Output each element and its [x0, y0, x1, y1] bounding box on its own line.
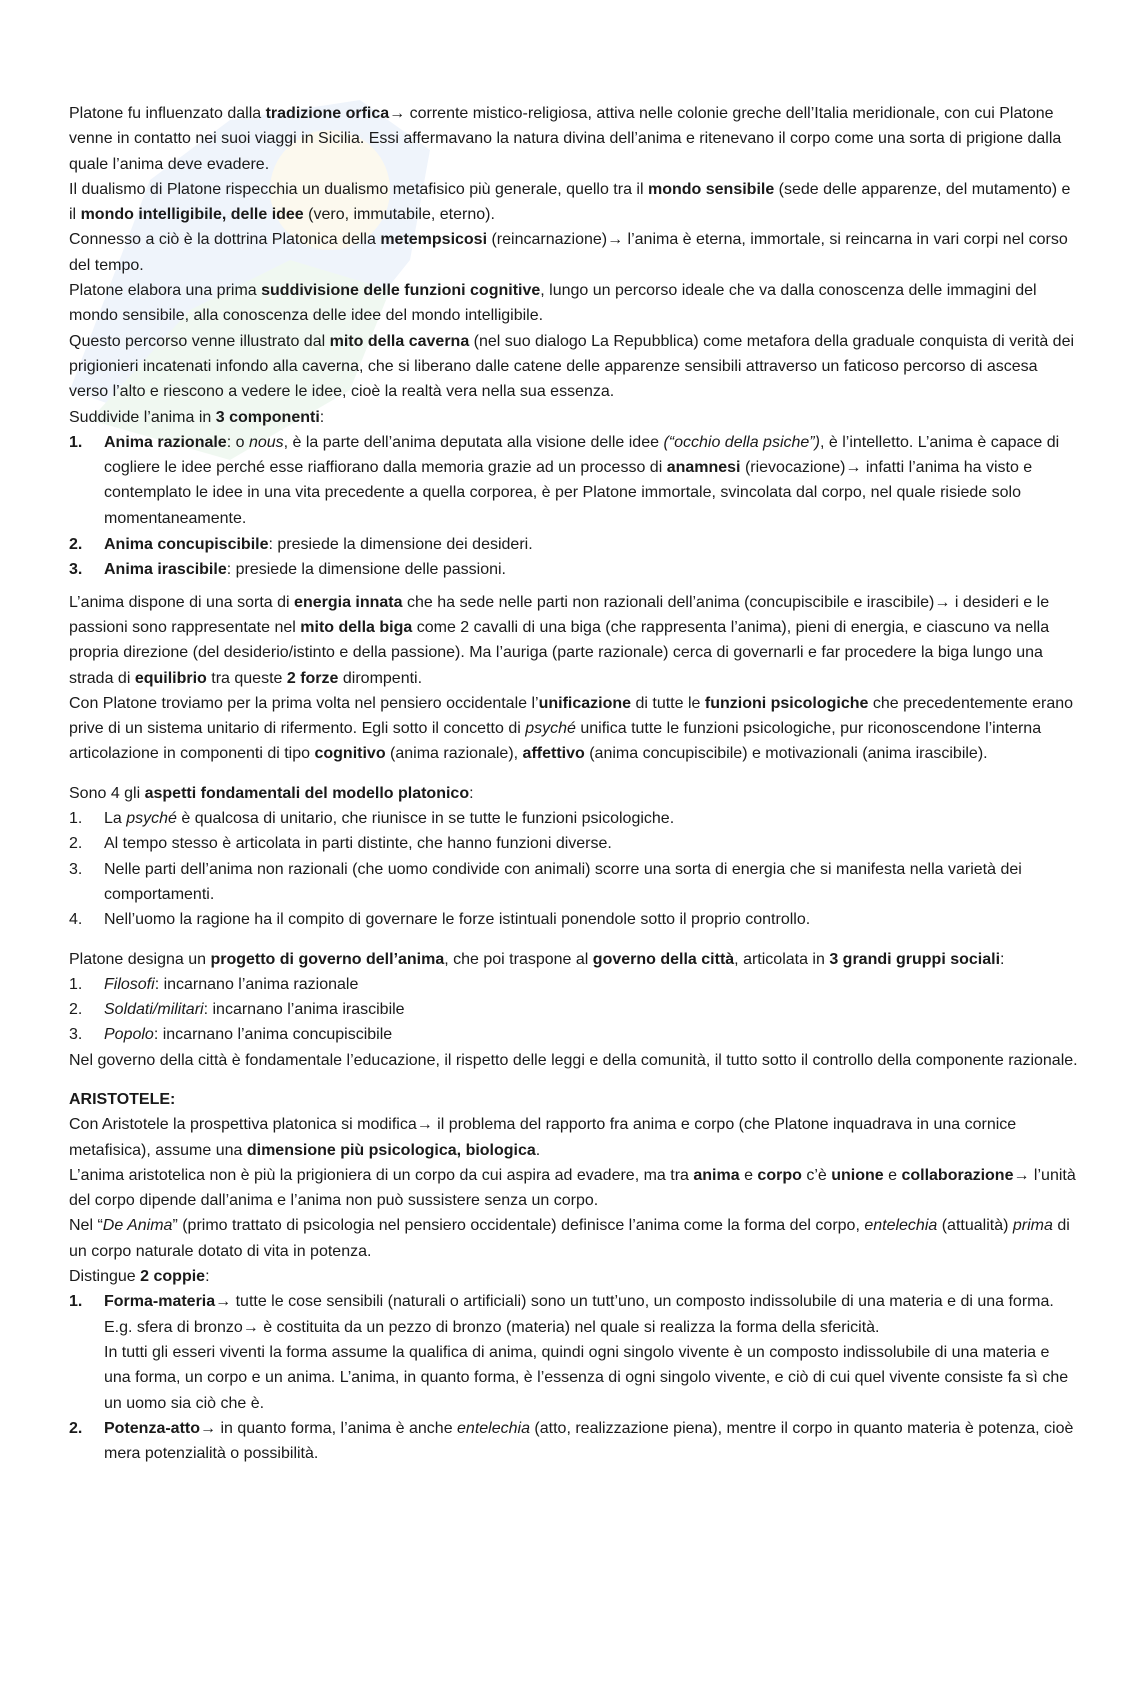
- list-item-text: [104, 1340, 1079, 1416]
- list-number: 1.: [69, 433, 83, 451]
- list-number: 2.: [69, 835, 83, 853]
- list-item: [69, 831, 1079, 856]
- text-run: (attualità): [937, 1217, 1013, 1235]
- text-run: → corrente mistico-religiosa, attiva nelle colonie greche dell’Italia meridionale, con cui Platone venne in contatto nei suoi viaggi in Sicilia. Essi affermavano la natura divina dell’anima e ritenevano il corpo come una sorta di prigione dalla quale l’anima deve evadere.: [69, 105, 1062, 173]
- text-run: E.g. sfera di bronzo→ è costituita da un pezzo di bronzo (materia) nel quale si realizza la forma della sfericità.: [104, 1318, 880, 1336]
- list-number: 3.: [69, 1026, 83, 1044]
- list-item: [69, 997, 1079, 1022]
- list-item-text: [104, 907, 1079, 932]
- text-run: , che poi traspone al: [444, 950, 593, 968]
- bold-text: governo della città: [592, 950, 735, 968]
- text-run: , è la parte dell’anima deputata alla visione delle idee: [283, 433, 664, 451]
- list-number: 1.: [69, 1293, 83, 1311]
- text-run: Il dualismo di Platone rispecchia un dualismo metafisico più generale, quello tra il: [69, 180, 648, 198]
- text-run: (nel suo dialogo La Repubblica) come metafora della graduale conquista di verità dei prigionieri incatenati infondo alla caverna, che si liberano dalle catene delle apparenze sensibili attraverso un faticoso percorso di ascesa verso l’alto e riescono a vedere le idee, cioè la realtà vera nella sua essenza.: [69, 332, 1075, 401]
- bold-text: anamnesi: [666, 459, 741, 477]
- bold-text: 3 componenti: [215, 408, 320, 426]
- paragraph: [69, 1048, 1079, 1073]
- bold-text: collaborazione: [901, 1166, 1014, 1184]
- bold-text: 2 forze: [286, 669, 339, 687]
- text-run: : incarnano l’anima concupiscibile: [153, 1026, 393, 1044]
- bold-text: energia innata: [294, 593, 403, 611]
- bold-text: anima: [693, 1166, 740, 1184]
- text-run: tra queste: [206, 669, 287, 687]
- bold-text: dimensione più psicologica, biologica: [246, 1141, 536, 1159]
- text-run: e: [883, 1166, 902, 1184]
- paragraph: [69, 1163, 1079, 1214]
- list-item-text: [104, 430, 1079, 531]
- list-number: 2.: [69, 1001, 83, 1019]
- text-run: Platone fu influenzato dalla: [69, 105, 266, 122]
- italic-text: (“occhio della psiche”): [663, 433, 820, 451]
- italic-text: entelechia: [457, 1419, 530, 1437]
- text-run: Nel governo della città è fondamentale l’educazione, il rispetto delle leggi e della comunità, il tutto sotto il controllo della componente razionale.: [69, 1051, 1078, 1069]
- paragraph: [69, 947, 1079, 972]
- text-run: Sono 4 gli: [69, 784, 145, 802]
- text-run: che ha sede nelle parti non razionali dell’anima (concupiscibile e irascibile)→ i desideri e le passioni sono rappresentate nel: [69, 593, 1050, 636]
- paragraph: [69, 405, 1079, 430]
- text-run: unifica tutte le funzioni psicologiche, pur riconoscendone l’interna articolazione in componenti di tipo: [69, 720, 1042, 763]
- list-item: [69, 972, 1079, 997]
- text-run: che precedentemente erano prive di un sistema unitario di rifermento. Egli sotto il concetto di: [69, 694, 1074, 738]
- list-item-text: [104, 1416, 1079, 1467]
- text-run: (sede delle apparenze, del mutamento) e il: [69, 180, 1071, 224]
- italic-text: entelechia: [864, 1217, 938, 1235]
- text-run: In tutti gli esseri viventi la forma assume la qualifica di anima, quindi ogni singolo vivente è un composto indissolubile di una materia e una forma, un corpo e un anima. L’anima, in quanto forma, è l’essenza di ogni singolo vivente, e ciò di cui quel vivente consiste fa sì che un uomo sia ciò che è.: [104, 1343, 1069, 1412]
- paragraph: [69, 691, 1079, 767]
- text-run: .: [535, 1141, 541, 1159]
- bold-text: cognitivo: [314, 745, 386, 763]
- bold-text: tradizione orfica: [265, 105, 390, 122]
- italic-text: Soldati/militari: [104, 1001, 204, 1019]
- bold-text: mito della biga: [300, 618, 413, 636]
- text-run: come 2 cavalli di una biga (che rappresenta l’anima), pieni di energia, e ciascuno va nella propria direzione (del desiderio/istinto e della passione). Ma l’auriga (parte razionale) cerca di governarli e far procedere la biga lungo una strada di: [69, 618, 1050, 687]
- list-number: 2.: [69, 1419, 83, 1437]
- text-run: Nelle parti dell’anima non razionali (che uomo condivide con animali) scorre una sorta di energia che si manifesta nella varietà dei comportamenti.: [104, 860, 1022, 903]
- list-number: 1.: [69, 975, 83, 993]
- list-number: 3.: [69, 860, 83, 878]
- aristotle-pairs-list: [69, 1289, 1079, 1466]
- text-run: c’è: [801, 1166, 832, 1184]
- text-run: L’anima aristotelica non è più la prigioniera di un corpo da cui aspira ad evadere, ma tra: [69, 1166, 694, 1184]
- text-run: Platone elabora una prima: [69, 282, 262, 300]
- text-run: (anima concupiscibile) e motivazionali (anima irascibile).: [584, 745, 988, 763]
- bold-text: corpo: [757, 1166, 802, 1184]
- text-run: :: [469, 784, 474, 802]
- list-item-text: [104, 972, 1079, 997]
- text-run: Platone designa un: [69, 950, 211, 968]
- bold-text: mondo intelligibile, delle idee: [80, 206, 304, 224]
- text-run: Suddivide l’anima in: [69, 408, 216, 426]
- list-number: 1.: [69, 810, 83, 828]
- text-run: di tutte le: [631, 694, 705, 712]
- list-number: 2.: [69, 535, 83, 553]
- text-run: : presiede la dimensione dei desideri.: [268, 535, 533, 553]
- list-item-text: [104, 557, 1079, 582]
- paragraph: [69, 177, 1079, 228]
- list-item-text: [104, 1022, 1079, 1047]
- bold-text: progetto di governo dell’anima: [210, 950, 445, 968]
- text-run: (vero, immutabile, eterno).: [303, 206, 495, 224]
- list-item: [69, 806, 1079, 831]
- list-item: [69, 857, 1079, 908]
- text-run: ” (primo trattato di psicologia nel pensiero occidentale) definisce l’anima come la forma del corpo,: [172, 1217, 865, 1235]
- paragraph: [69, 101, 1079, 177]
- text-run: e: [739, 1166, 758, 1184]
- bold-text: unione: [831, 1166, 884, 1184]
- paragraph: [69, 227, 1079, 278]
- list-item: [69, 1416, 1079, 1467]
- text-run: → l’unità del corpo dipende dall’anima e l’anima non può sussistere senza un corpo.: [69, 1166, 1076, 1210]
- text-run: (reincarnazione)→ l’anima è eterna, immortale, si reincarna in vari corpi nel corso del tempo.: [69, 231, 1068, 274]
- list-number: 4.: [69, 911, 83, 929]
- list-item: [69, 907, 1079, 932]
- list-item: [69, 1022, 1079, 1047]
- bold-text: Forma-materia: [104, 1293, 216, 1311]
- text-run: è qualcosa di unitario, che riunisce in se tutte le funzioni psicologiche.: [176, 810, 675, 828]
- text-run: Connesso a ciò è la dottrina Platonica della: [69, 231, 381, 249]
- text-run: → in quanto forma, l’anima è anche: [200, 1419, 458, 1437]
- bold-text: funzioni psicologiche: [704, 694, 869, 712]
- text-run: Al tempo stesso è articolata in parti distinte, che hanno funzioni diverse.: [104, 835, 612, 853]
- text-run: Nel “: [69, 1217, 103, 1235]
- paragraph: [69, 1213, 1079, 1264]
- italic-text: Filosofi: [104, 975, 155, 993]
- text-run: : o: [226, 433, 249, 451]
- text-run: (atto, realizzazione piena), mentre il corpo in quanto materia è potenza, cioè mera potenzialità o possibilità.: [104, 1419, 1074, 1463]
- bold-text: suddivisione delle funzioni cognitive: [261, 282, 541, 300]
- list-item: [69, 532, 1079, 557]
- paragraph: [69, 1112, 1079, 1163]
- text-run: :: [319, 408, 325, 426]
- text-run: Con Platone troviamo per la prima volta nel pensiero occidentale l’: [69, 694, 539, 712]
- list-item-text: [104, 997, 1079, 1022]
- text-run: La: [104, 810, 127, 828]
- list-item-text: [104, 857, 1079, 908]
- bold-text: unificazione: [538, 694, 632, 712]
- list-item-text: [104, 532, 1079, 557]
- text-run: Questo percorso venne illustrato dal: [69, 332, 330, 350]
- bold-text: Potenza-atto: [104, 1419, 200, 1437]
- text-run: , articolata in: [734, 950, 830, 968]
- bold-text: affettivo: [522, 745, 585, 763]
- bold-text: Anima razionale: [104, 433, 227, 451]
- bold-text: Anima concupiscibile: [104, 535, 269, 553]
- section-heading-aristotle: ARISTOTELE:: [69, 1090, 176, 1108]
- bold-text: equilibrio: [134, 669, 207, 687]
- italic-text: nous: [248, 433, 284, 451]
- text-run: di un corpo naturale dotato di vita in potenza.: [69, 1217, 1070, 1260]
- list-item: [69, 557, 1079, 582]
- text-run: → tutte le cose sensibili (naturali o artificiali) sono un tutt’uno, un composto indissolubile di una materia e di una forma.: [215, 1293, 1054, 1311]
- text-run: : incarnano l’anima razionale: [154, 975, 359, 993]
- text-run: :: [1000, 950, 1005, 968]
- text-run: (rievocazione)→ infatti l’anima ha visto e contemplato le idee in una vita precedente a quella corporea, è per Platone immortale, svincolata dal corpo, nel quale risiede solo momentaneamente.: [104, 459, 1033, 527]
- text-run: , lungo un percorso ideale che va dalla conoscenza delle immagini del mondo sensibile, alla conoscenza delle idee del mondo intelligibile.: [69, 282, 1037, 325]
- list-item-text: [104, 806, 1079, 831]
- soul-components-list: [69, 430, 1079, 583]
- list-item-text: [104, 831, 1079, 856]
- bold-text: aspetti fondamentali del modello platonico: [144, 784, 470, 802]
- italic-text: De Anima: [102, 1217, 173, 1235]
- italic-text: psyché: [525, 720, 576, 738]
- paragraph: [69, 590, 1079, 691]
- bold-text: metempsicosi: [380, 231, 488, 249]
- platonic-aspects-list: [69, 806, 1079, 932]
- italic-text: Popolo: [104, 1026, 154, 1044]
- text-run: (anima razionale),: [385, 745, 523, 763]
- text-run: , è l’intelletto. L’anima è capace di cogliere le idee perché esse riaffiorano dalla memoria grazie ad un processo di: [104, 433, 1060, 477]
- list-number: 3.: [69, 561, 83, 579]
- paragraph: [69, 781, 1079, 806]
- bold-text: mito della caverna: [329, 332, 470, 350]
- text-run: Nell’uomo la ragione ha il compito di governare le forze istintuali ponendole sotto il proprio controllo.: [104, 911, 811, 929]
- list-item-text: [104, 1315, 1079, 1340]
- paragraph: [69, 1264, 1079, 1289]
- text-run: L’anima dispone di una sorta di: [69, 593, 295, 611]
- text-run: :: [205, 1268, 210, 1286]
- paragraph: [69, 278, 1079, 329]
- text-run: Con Aristotele la prospettiva platonica si modifica→ il problema del rapporto fra anima e corpo (che Platone inquadrava in una cornice metafisica), assume una: [69, 1116, 1017, 1159]
- paragraph: [69, 329, 1079, 405]
- bold-text: 2 coppie: [140, 1268, 206, 1286]
- bold-text: Anima irascibile: [104, 561, 227, 579]
- text-run: : incarnano l’anima irascibile: [203, 1001, 405, 1019]
- social-groups-list: [69, 972, 1079, 1048]
- text-run: : presiede la dimensione delle passioni.: [226, 561, 506, 579]
- italic-text: prima: [1012, 1217, 1053, 1235]
- italic-text: psyché: [126, 810, 177, 828]
- list-item-text: [104, 1289, 1079, 1314]
- bold-text: 3 grandi gruppi sociali: [829, 950, 1001, 968]
- text-run: Distingue: [69, 1268, 141, 1286]
- text-run: dirompenti.: [338, 669, 423, 687]
- bold-text: mondo sensibile: [647, 180, 775, 198]
- list-item: [69, 430, 1079, 531]
- document-page: [69, 101, 1079, 1466]
- list-item: [69, 1289, 1079, 1415]
